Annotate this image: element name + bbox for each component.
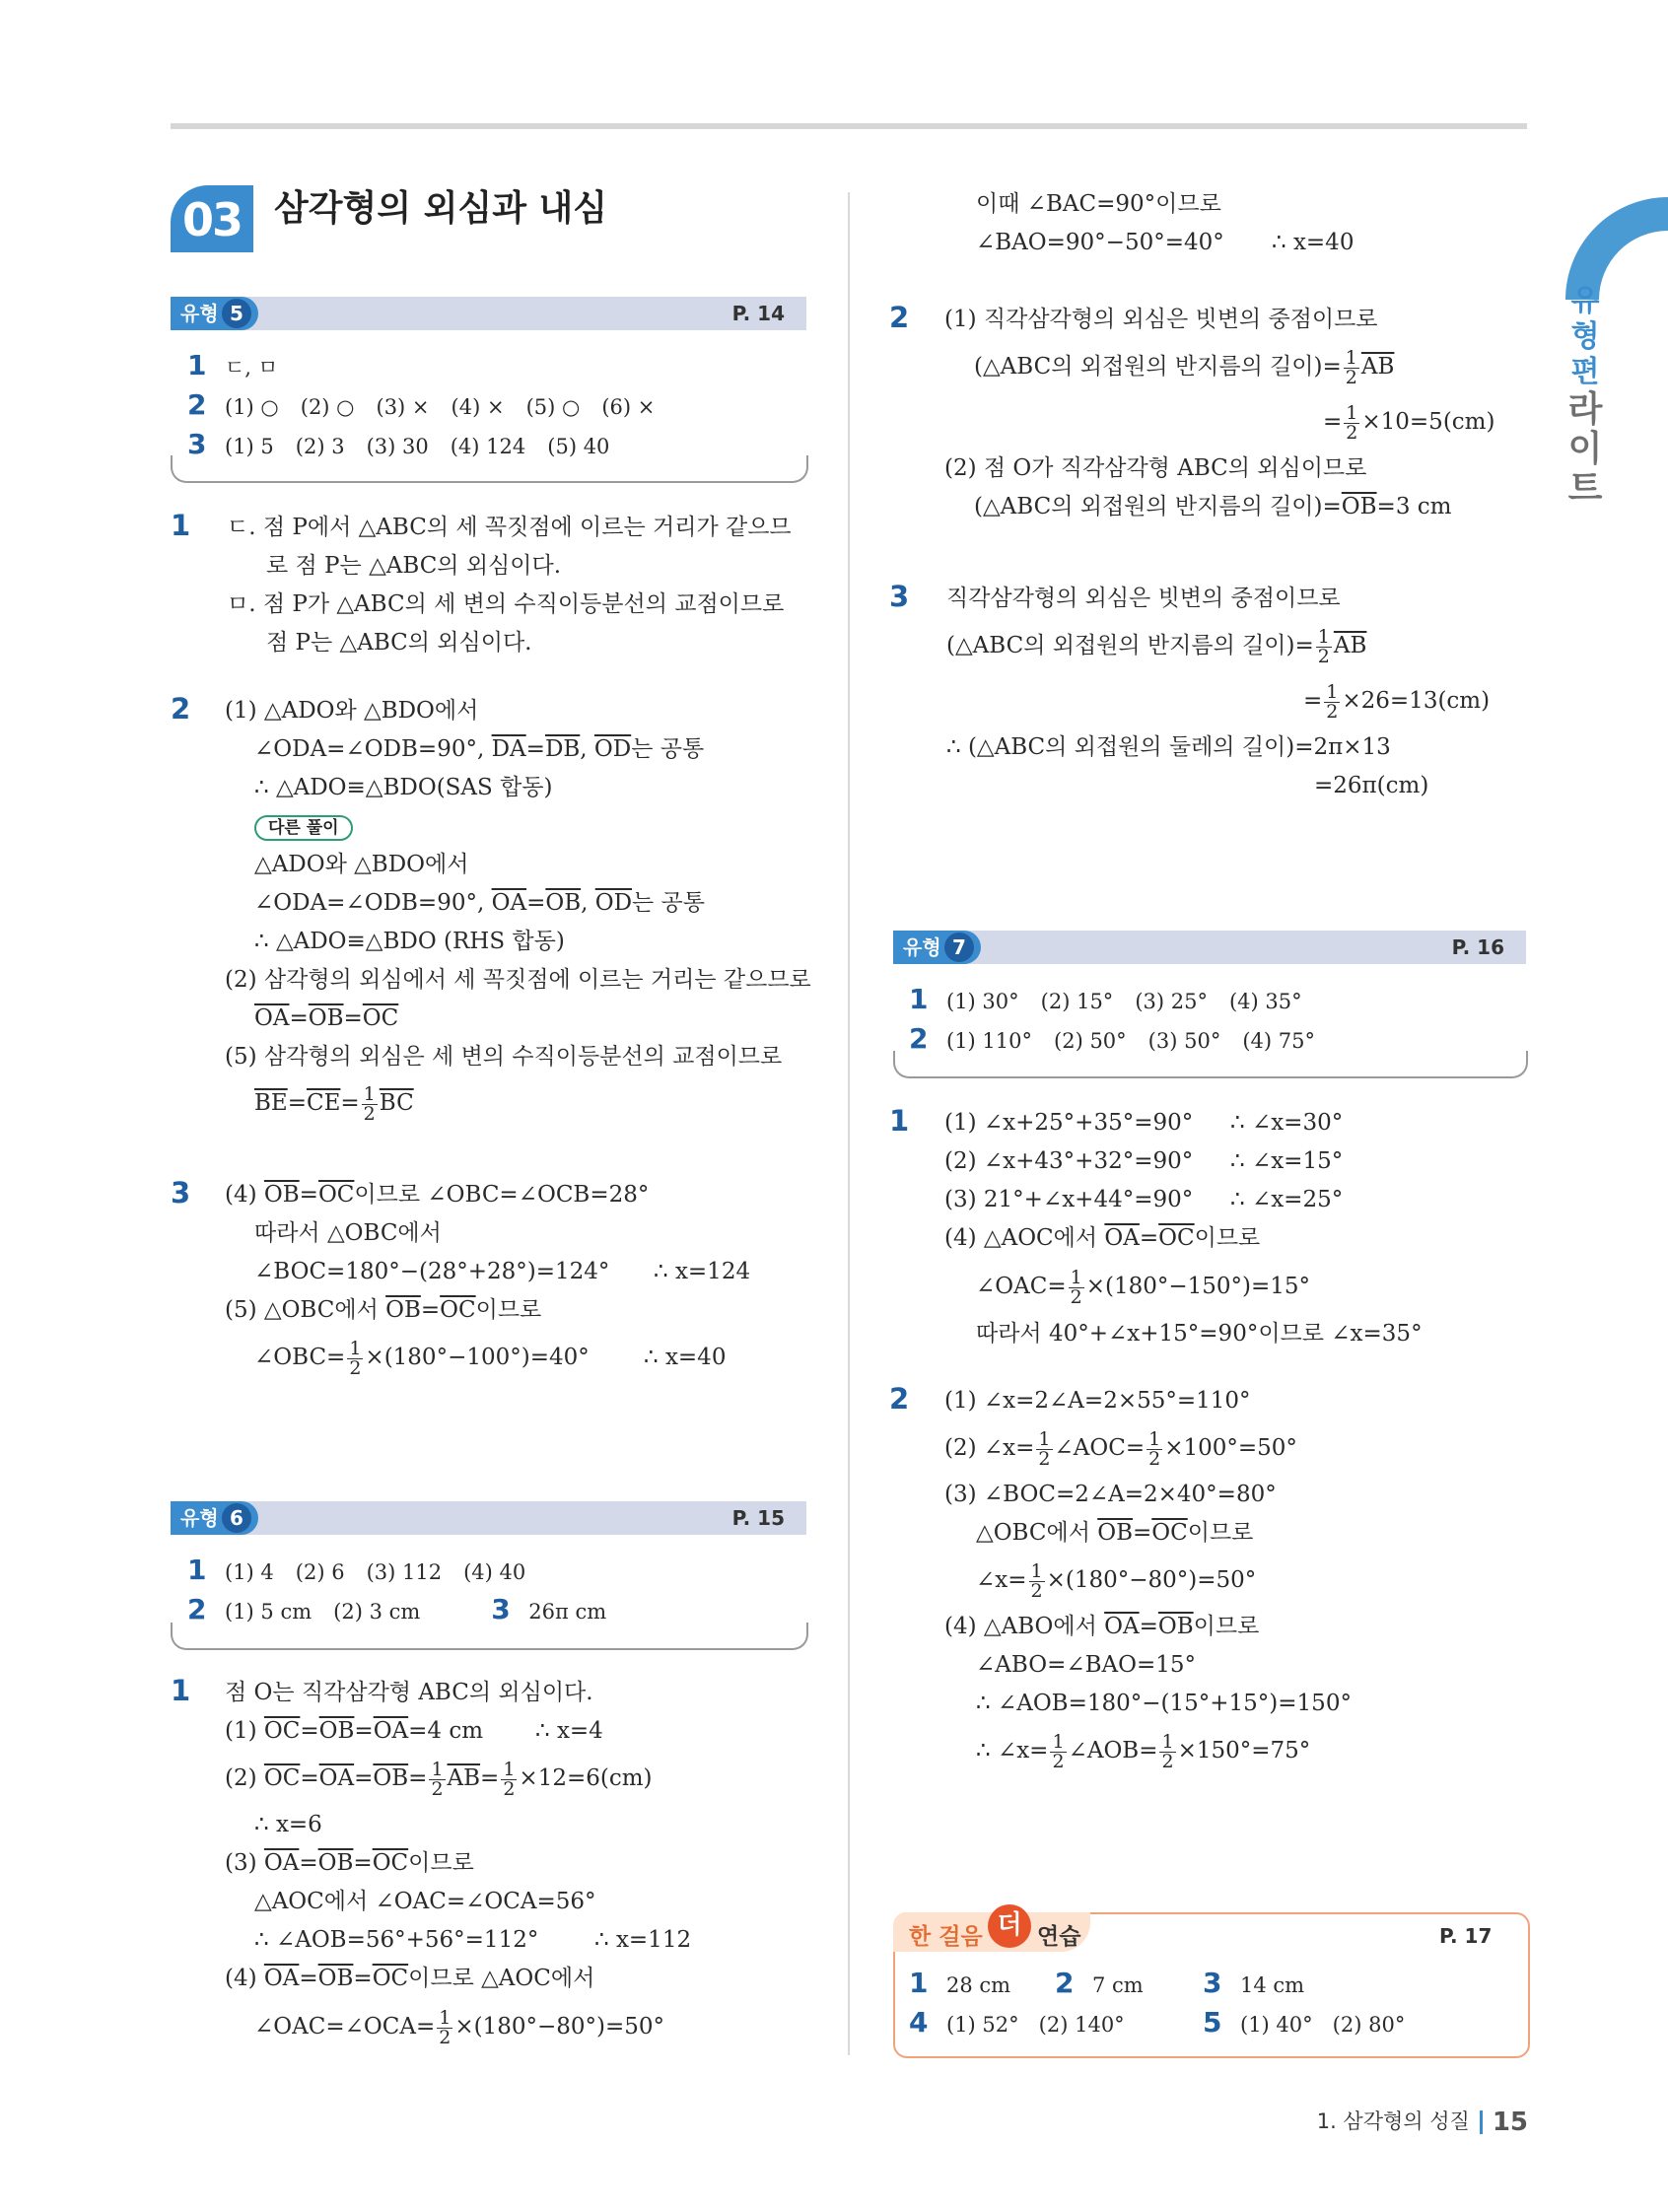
solution-number: 1 [171, 509, 191, 542]
type6-header [171, 1501, 806, 1535]
solution-number: 3 [171, 1176, 191, 1210]
solution-line: ∴ △ADO≡△BDO (RHS 합동) [254, 929, 565, 954]
type6-page: P. 15 [731, 1506, 785, 1530]
extra-practice-circle: 더 [988, 1904, 1031, 1948]
type7-pill: 유형 [893, 931, 981, 964]
answer-item: ㄷ, ㅁ [225, 356, 278, 380]
side-tab-text [1562, 284, 1609, 509]
solution-line: (4) △AOC에서 $\overline{OA}=\overline{OC}$이므로 [944, 1225, 1261, 1251]
side-tab-char: 이 [1567, 429, 1603, 469]
page-number: 15 [1492, 2108, 1528, 2137]
answer-row: 2 (1) ○ (2) ○ (3) × (4) × (5) ○ (6) × [187, 386, 655, 426]
solution-number: 2 [171, 692, 191, 726]
solution-line: (△ABC의 외접원의 반지름의 길이)$=\overline{OB}=3$ cm [974, 494, 1452, 519]
solution-line: (2) $\overline{OC}=\overline{OA}=\overline{OB}=$ $\frac{1}{2}$ $\overline{AB}=$ $\frac{1}{2}$ ×12=6(cm) [225, 1758, 653, 1800]
solution-line: (4) $\overline{OA}=\overline{OB}=\overline{OC}$이므로 △AOC에서 [225, 1966, 595, 1991]
type5-pill: 유형 [171, 297, 258, 330]
solution-line: (1) △ADO와 △BDO에서 [225, 698, 479, 724]
answer-row: 1 28 cm 2 7 cm 3 14 cm [909, 1967, 1305, 1999]
answer-row [187, 347, 655, 386]
section-number-badge: 03 [171, 185, 253, 252]
solution-number: 2 [889, 301, 910, 334]
type5-solution-2 [225, 692, 811, 1130]
type7-page: P. 16 [1451, 935, 1504, 959]
solution-line: ∴ x=6 [254, 1812, 322, 1837]
type7-solution-2 [944, 1382, 1526, 1778]
top-rule [171, 123, 1527, 129]
type5-header [171, 297, 806, 330]
solution-line: (1) ∠x+25°+35°=90° ∴ ∠x=30° [944, 1110, 1344, 1136]
extra-practice-header [893, 1912, 1090, 1952]
solution-line: 점 P는 △ABC의 외심이다. [266, 630, 532, 656]
answer-row: 4 (1) 52° (2) 140° 5 (1) 40° (2) 80° [909, 2006, 1406, 2039]
answer-number: 1 [187, 349, 207, 381]
side-tab-char: 형 [1570, 319, 1600, 354]
right-solution-2 [944, 301, 1526, 526]
solution-line: ∠ODA=∠ODB=90°, $\overline{DA}=\overline{DB}$, $\overline{OD}$는 공통 [254, 736, 705, 762]
type5-solution-1 [227, 509, 792, 662]
solution-line: (4) $\overline{OB}=\overline{OC}$이므로 ∠OBC=∠OCB=28° [225, 1182, 650, 1208]
extra-practice-label: 한 걸음 [909, 1924, 983, 1950]
solution-line: 직각삼각형의 외심은 빗변의 중점이므로 [946, 586, 1341, 611]
alt-solution-tag: 다른 풀이 [254, 815, 353, 841]
solution-number: 2 [889, 1382, 910, 1416]
solution-line: ㅁ. 점 P가 △ABC의 세 변의 수직이등분선의 교점이므로 [227, 591, 785, 617]
solution-line: 로 점 P는 △ABC의 외심이다. [266, 553, 561, 579]
solution-line: ∠ABO=∠BAO=15° [976, 1652, 1197, 1678]
solution-line: =26π(cm) [1314, 773, 1429, 798]
answer-row: 1 (1) 4 (2) 6 (3) 112 (4) 40 [187, 1554, 526, 1586]
type7-answers [909, 981, 1315, 1060]
solution-line: △OBC에서 $\overline{OB}=\overline{OC}$이므로 [976, 1520, 1254, 1546]
solution-line: $\overline{OA}=\overline{OB}=\overline{OC}$ [254, 1005, 399, 1031]
solution-number: 1 [889, 1104, 910, 1138]
solution-line: (2) ∠x= $\frac{1}{2}$ ∠AOC= $\frac{1}{2}$ ×100°=50° [944, 1427, 1297, 1470]
right-solution-3 [946, 580, 1528, 805]
answer-box-curve [171, 455, 808, 483]
answer-number: 2 [187, 388, 207, 421]
type6-number: 6 [222, 1503, 251, 1533]
solution-line: ∠OAC=∠OCA= $\frac{1}{2}$ ×(180°−80°)=50° [254, 2006, 665, 2048]
solution-line: ∠BAO=90°−50°=40° ∴ x=40 [976, 230, 1355, 255]
chapter-title: 1. 삼각형의 성질 [1316, 2109, 1470, 2133]
solution-line: ∴ (△ABC의 외접원의 둘레의 길이)=2π×13 [946, 734, 1391, 760]
type5-answers [187, 347, 655, 465]
side-tab-char: 라 [1567, 389, 1603, 430]
side-tab [1565, 197, 1668, 513]
solution-line: (1) $\overline{OC}=\overline{OB}=\overline{OA}=4$ cm ∴ x=4 [225, 1718, 603, 1744]
type5-number: 5 [222, 299, 251, 328]
solution-line: = $\frac{1}{2}$ ×26=13(cm) [1303, 680, 1491, 723]
answer-row: 3 (1) 5 (2) 3 (3) 30 (4) 124 (5) 40 [187, 426, 655, 465]
solution-line: ∠OBC= $\frac{1}{2}$ ×(180°−100°)=40° ∴ x=40 [254, 1337, 727, 1379]
solution-line: ∠x= $\frac{1}{2}$ ×(180°−80°)=50° [976, 1559, 1257, 1602]
solution-line: ㄷ. 점 P에서 △ABC의 세 꼭짓점에 이르는 거리가 같으므 [227, 515, 792, 540]
solution-line: (5) 삼각형의 외심은 세 변의 수직이등분선의 교점이므로 [225, 1044, 783, 1070]
side-tab-char: 트 [1567, 468, 1603, 509]
side-tab-char: 편 [1570, 355, 1600, 389]
page-footer [1317, 2106, 1528, 2137]
answer-number: 3 [187, 428, 207, 460]
extra-practice-label-2: 연습 [1037, 1924, 1081, 1950]
type6-answers [187, 1552, 606, 1630]
solution-line: (2) 점 O가 직각삼각형 ABC의 외심이므로 [944, 455, 1367, 481]
continued-solution [976, 185, 1489, 262]
solution-number: 3 [889, 580, 910, 613]
solution-line: $\overline{BE}=\overline{CE}=$ $\frac{1}{2}$ $\overline{BC}$ [254, 1082, 414, 1125]
solution-line: (3) $\overline{OA}=\overline{OB}=\overline{OC}$이므로 [225, 1850, 474, 1876]
type5-solution-3 [225, 1176, 777, 1385]
solution-line: (3) ∠BOC=2∠A=2×40°=80° [944, 1482, 1277, 1507]
solution-line: (2) 삼각형의 외심에서 세 꼭짓점에 이르는 거리는 같으므로 [225, 967, 811, 993]
extra-answers [909, 1965, 1405, 2043]
solution-line: = $\frac{1}{2}$ ×10=5(cm) [1323, 401, 1495, 444]
solution-line: (4) △ABO에서 $\overline{OA}=\overline{OB}$이므로 [944, 1614, 1260, 1639]
solution-line: 점 O는 직각삼각형 ABC의 외심이다. [225, 1680, 593, 1705]
answer-row: 2 (1) 110° (2) 50° (3) 50° (4) 75° [909, 1022, 1315, 1055]
solution-line: △AOC에서 ∠OAC=∠OCA=56° [254, 1889, 596, 1914]
fraction: $\frac{1}{2}$ [363, 1082, 376, 1125]
answer-row: 2 (1) 5 cm (2) 3 cm 3 26π cm [187, 1593, 607, 1625]
type5-page: P. 14 [731, 302, 785, 325]
solution-line: ∴ ∠AOB=180°−(15°+15°)=150° [976, 1691, 1352, 1716]
solution-line: ∴ ∠AOB=56°+56°=112° ∴ x=112 [254, 1927, 692, 1953]
solution-line: 따라서 △OBC에서 [254, 1220, 442, 1246]
solution-line: 따라서 40°+∠x+15°=90°이므로 ∠x=35° [976, 1321, 1423, 1347]
type7-number: 7 [944, 933, 974, 962]
solution-line: (5) △OBC에서 $\overline{OB}=\overline{OC}$이므로 [225, 1297, 542, 1323]
solution-line: (2) ∠x+43°+32°=90° ∴ ∠x=15° [944, 1148, 1344, 1174]
solution-line: (1) ∠x=2∠A=2×55°=110° [944, 1388, 1251, 1414]
solution-line: (△ABC의 외접원의 반지름의 길이)= $\frac{1}{2}$ $\overline{AB}$ [974, 346, 1395, 388]
section-title: 삼각형의 외심과 내심 [274, 188, 608, 229]
solution-line: ∠OAC= $\frac{1}{2}$ ×(180°−150°)=15° [976, 1266, 1311, 1308]
type7-solution-1 [944, 1104, 1526, 1353]
type6-pill: 유형 [171, 1501, 258, 1535]
solution-line: ∴ △ADO≡△BDO(SAS 합동) [254, 775, 553, 800]
type7-header [893, 931, 1526, 964]
answer-box-curve [171, 1623, 808, 1650]
solution-line [225, 807, 811, 846]
solution-line: (3) 21°+∠x+44°=90° ∴ ∠x=25° [944, 1187, 1344, 1212]
type6-solution-1 [225, 1674, 777, 2055]
solution-line: 이때 ∠BAC=90°이므로 [976, 191, 1221, 217]
solution-line: (△ABC의 외접원의 반지름의 길이)= $\frac{1}{2}$ $\overline{AB}$ [946, 625, 1367, 667]
answer-box-curve [893, 1051, 1528, 1078]
solution-line: (1) 직각삼각형의 외심은 빗변의 중점이므로 [944, 307, 1378, 332]
solution-line: ∠BOC=180°−(28°+28°)=124° ∴ x=124 [254, 1259, 751, 1284]
side-tab-char: 유 [1570, 284, 1600, 318]
extra-practice-page: P. 17 [1439, 1924, 1493, 1948]
solution-line: △ADO와 △BDO에서 [254, 852, 469, 877]
column-divider [848, 192, 850, 2055]
solution-line: ∠ODA=∠ODB=90°, $\overline{OA}=\overline{OB}$, $\overline{OD}$는 공통 [254, 890, 705, 916]
solution-number: 1 [171, 1674, 191, 1707]
solution-line: ∴ ∠x= $\frac{1}{2}$ ∠AOB= $\frac{1}{2}$ ×150°=75° [976, 1730, 1311, 1772]
answer-row: 1 (1) 30° (2) 15° (3) 25° (4) 35° [909, 983, 1302, 1015]
